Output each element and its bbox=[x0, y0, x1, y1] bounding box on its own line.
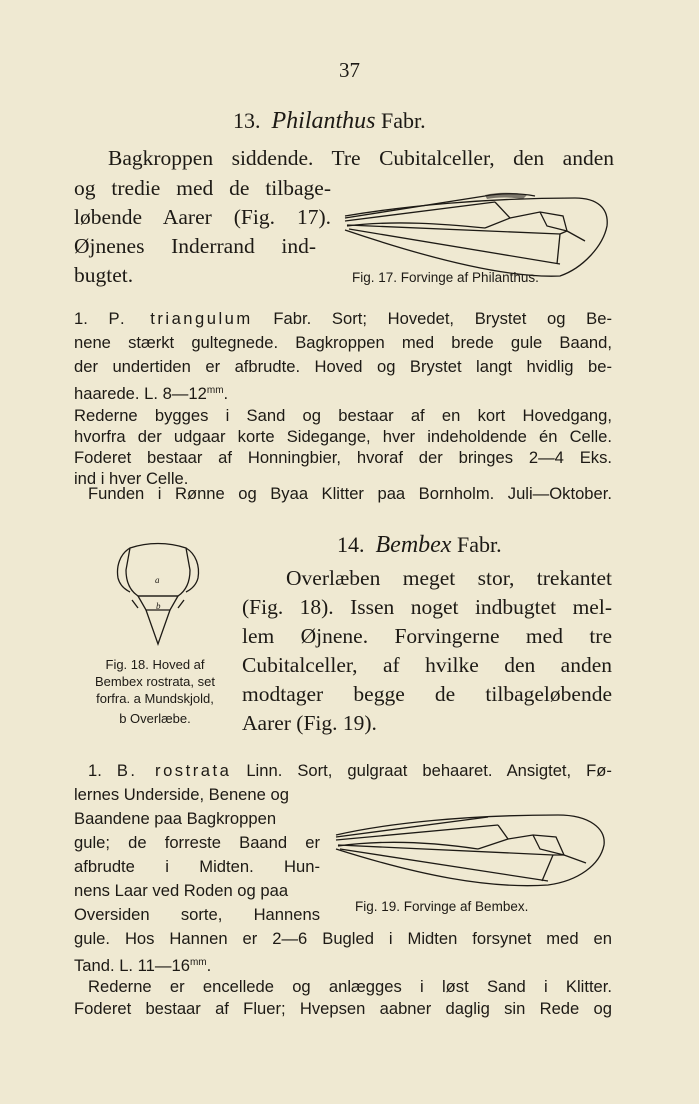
species-number: 1. bbox=[74, 309, 88, 328]
fig-18-head-drawing bbox=[108, 540, 208, 655]
fig-18-caption-line-3: forfra. a Mundskjold, bbox=[96, 691, 214, 706]
measurement-suffix: . bbox=[206, 956, 212, 975]
species-name: B. rostrata bbox=[116, 761, 232, 780]
section-14-author: Fabr. bbox=[456, 532, 502, 557]
species-description: Linn. Sort, gulgraat behaaret. Ansigtet, Fø- bbox=[246, 761, 612, 780]
section-13-genus: Philanthus bbox=[271, 108, 376, 134]
species-b-rostrata-line-7: Oversiden sorte, Hannens bbox=[74, 905, 320, 924]
species-b-rostrata-line-5: afbrudte i Midten. Hun- bbox=[74, 857, 320, 876]
section-13-heading bbox=[233, 108, 426, 135]
section-13-intro-line-2: og tredie med de tilbage- bbox=[74, 176, 331, 200]
page-number: 37 bbox=[339, 58, 360, 82]
section-14-biology-line-1: Rederne er encellede og anlægges i løst Sand i Klitter. bbox=[88, 977, 612, 996]
section-13-intro-line-5: bugtet. bbox=[74, 263, 134, 287]
section-13-biology-line-4: ind i hver Celle. bbox=[74, 469, 189, 488]
section-14-intro-line-6: Aarer (Fig. 19). bbox=[242, 711, 377, 735]
species-b-rostrata-line-1 bbox=[88, 760, 612, 782]
section-14-number: 14. bbox=[337, 532, 365, 557]
fig-18-caption-line-4: b Overlæbe. bbox=[119, 711, 191, 726]
species-p-triangulum-line-2: nene stærkt gultegnede. Bagkroppen med brede gule Baand, bbox=[74, 333, 612, 352]
species-description: Fabr. Sort; Hovedet, Brystet og Be- bbox=[273, 309, 612, 328]
fig-18-label-b: b bbox=[156, 601, 161, 611]
species-b-rostrata-line-4: gule; de forreste Baand er bbox=[74, 833, 320, 852]
section-13-biology-line-3: Foderet bestaar af Honningbier, hvoraf der bringes 2—4 Eks. bbox=[74, 448, 612, 467]
fig-18-label-a: a bbox=[155, 575, 160, 585]
species-b-rostrata-line-3: Baandene paa Bagkroppen bbox=[74, 809, 277, 828]
species-b-rostrata-line-9 bbox=[74, 952, 211, 977]
section-13-intro-line-3: løbende Aarer (Fig. 17). bbox=[74, 205, 331, 229]
section-14-heading bbox=[337, 532, 502, 559]
species-p-triangulum-line-4 bbox=[74, 380, 228, 405]
measurement-unit: mm bbox=[206, 385, 224, 396]
fig-19-caption: Fig. 19. Forvinge af Bembex. bbox=[355, 899, 529, 914]
section-13-biology-line-1: Rederne bygges i Sand og bestaar af en kort Hovedgang, bbox=[74, 406, 612, 425]
section-13-author: Fabr. bbox=[381, 108, 426, 133]
species-number: 1. bbox=[88, 761, 102, 780]
fig-19-wing-drawing bbox=[328, 805, 610, 895]
measurement: Tand. L. 11—16 bbox=[74, 956, 190, 975]
section-14-biology-line-2: Foderet bestaar af Fluer; Hvepsen aabner daglig sin Rede og bbox=[74, 999, 612, 1018]
section-13-intro-line-1: Bagkroppen siddende. Tre Cubitalceller, den anden bbox=[108, 146, 614, 170]
section-14-intro-line-4: Cubitalceller, af hvilke den anden bbox=[242, 653, 612, 677]
species-b-rostrata-line-2: lernes Underside, Benene og bbox=[74, 785, 289, 804]
section-14-intro-line-1: Overlæben meget stor, trekantet bbox=[286, 566, 612, 590]
section-13-biology-line-2: hvorfra der udgaar korte Sidegange, hver indeholdende én Celle. bbox=[74, 427, 612, 446]
fig-17-caption: Fig. 17. Forvinge af Philanthus. bbox=[352, 270, 539, 285]
section-14-intro-line-2: (Fig. 18). Issen noget indbugtet mel- bbox=[242, 595, 612, 619]
fig-18-caption-line-2: Bembex rostrata, set bbox=[95, 674, 215, 689]
measurement-unit: mm bbox=[189, 957, 207, 968]
measurement-suffix: . bbox=[223, 384, 229, 403]
section-13-number: 13. bbox=[233, 108, 261, 133]
section-14-intro-line-3: lem Øjnene. Forvingerne med tre bbox=[242, 624, 612, 648]
species-b-rostrata-line-8: gule. Hos Hannen er 2—6 Bugled i Midten forsynet med en bbox=[74, 929, 612, 948]
measurement: haarede. L. 8—12 bbox=[74, 384, 207, 403]
species-b-rostrata-line-6: nens Laar ved Roden og paa bbox=[74, 881, 289, 900]
section-14-intro-line-5: modtager begge de tilbageløbende bbox=[242, 682, 612, 706]
section-13-biology-line-5: Funden i Rønne og Byaa Klitter paa Bornholm. Juli—Oktober. bbox=[88, 484, 612, 503]
fig-18-caption-line-1: Fig. 18. Hoved af bbox=[105, 657, 205, 672]
section-13-intro-line-4: Øjnenes Inderrand ind- bbox=[74, 234, 316, 258]
species-name: P. triangulum bbox=[108, 309, 253, 328]
section-14-genus: Bembex bbox=[375, 532, 452, 558]
species-p-triangulum-line-1 bbox=[74, 308, 612, 330]
species-p-triangulum-line-3: der undertiden er afbrudte. Hoved og Brystet langt hvidlig be- bbox=[74, 357, 612, 376]
